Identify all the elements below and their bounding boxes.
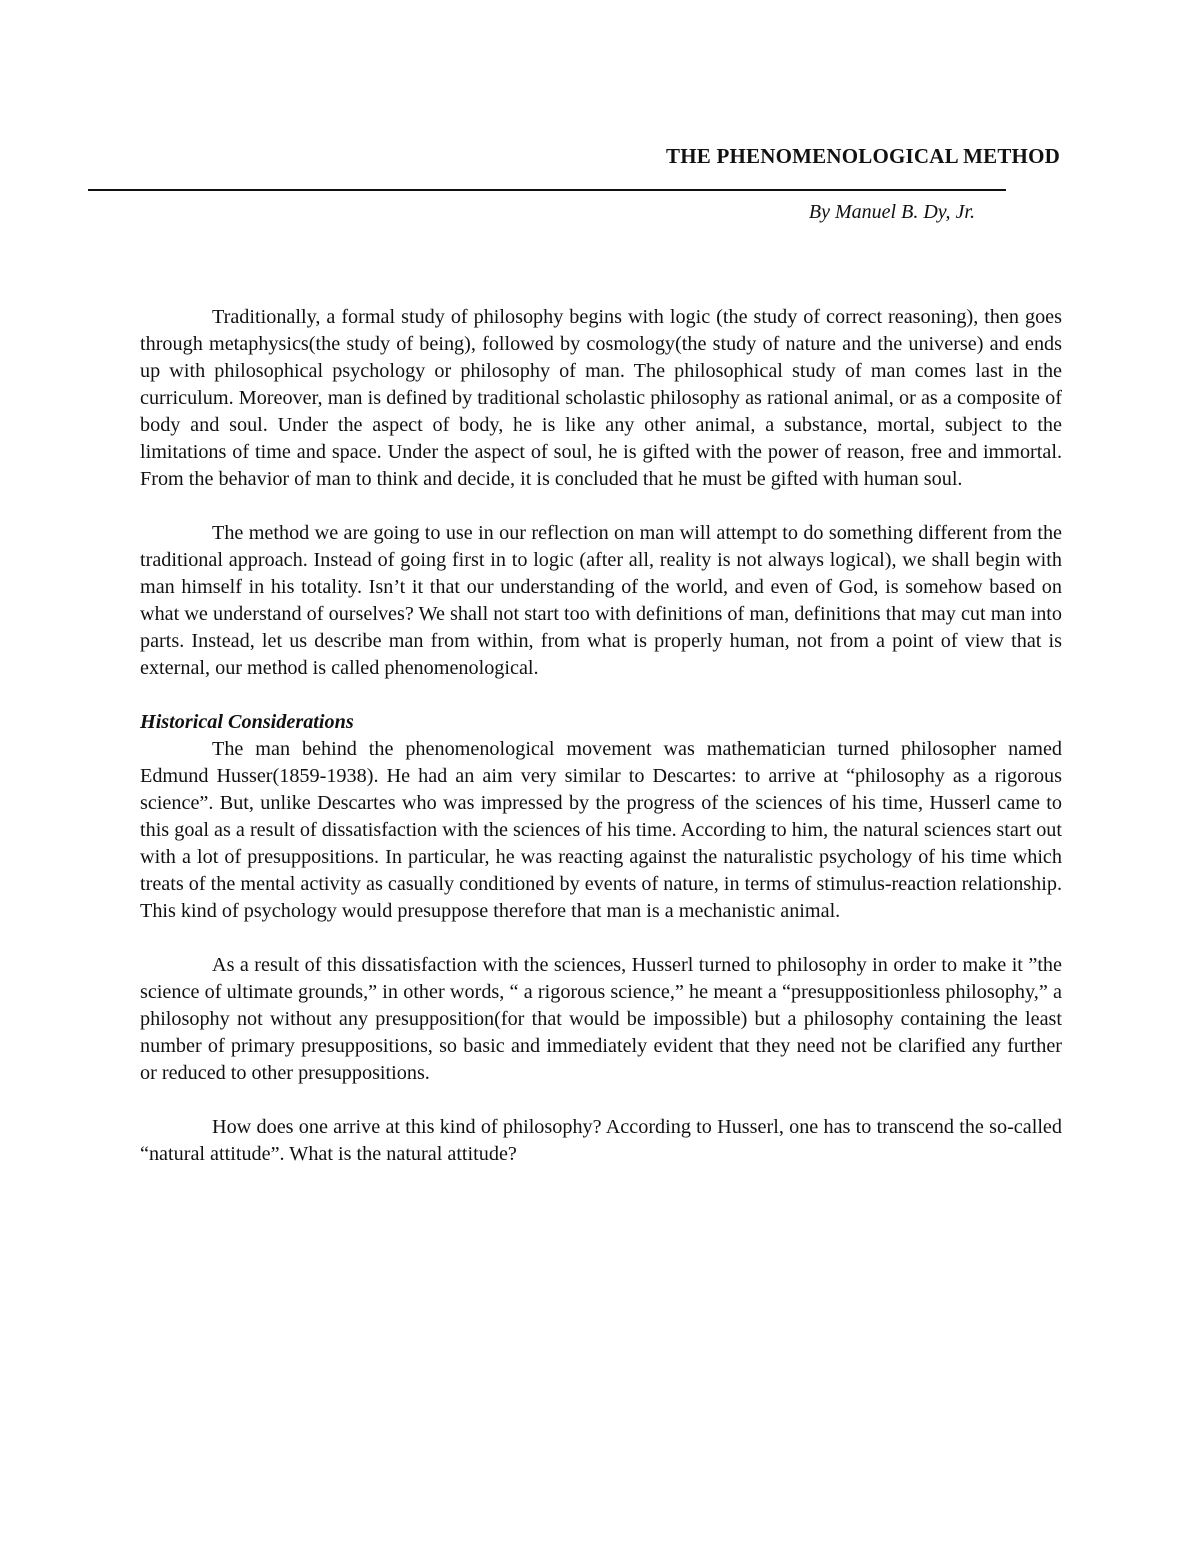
- author-byline: By Manuel B. Dy, Jr.: [808, 201, 975, 223]
- document-body: [140, 304, 1062, 1168]
- title-divider: [88, 189, 1006, 191]
- paragraph-natural-attitude: How does one arrive at this kind of philosophy? According to Husserl, one has to transcend the so-called “natural attitude”. What is the natural attitude?: [140, 1116, 1062, 1165]
- section-heading-historical: Historical Considerations: [140, 711, 354, 733]
- paragraph-dissatisfaction: As a result of this dissatisfaction with the sciences, Husserl turned to philosophy in order to make it ”the science of ultimate grounds,” in other words, “ a rigorous science,” he meant a “presuppositionless philosophy,” a philosophy not without any presupposition(for that would be impossible) but a philosophy containing the least number of primary presuppositions, so basic and immediately evident that they need not be clarified any further or reduced to other presuppositions.: [140, 954, 1062, 1084]
- paragraph-method: The method we are going to use in our reflection on man will attempt to do something different from the traditional approach. Instead of going first in to logic (after all, reality is not always logical), we shall begin with man himself in his totality. Isn’t it that our understanding of the world, and even of God, is somehow based on what we understand of ourselves? We shall not start too with definitions of man, definitions that may cut man into parts. Instead, let us describe man from within, from what is properly human, not from a point of view that is external, our method is called phenomenological.: [140, 522, 1062, 679]
- document-title: THE PHENOMENOLOGICAL METHOD: [666, 144, 1060, 168]
- paragraph-traditional-study: Traditionally, a formal study of philosophy begins with logic (the study of correct reasoning), then goes through metaphysics(the study of being), followed by cosmology(the study of nature and the universe) and ends up with philosophical psychology or philosophy of man. The philosophical study of man comes last in the curriculum. Moreover, man is defined by traditional scholastic philosophy as rational animal, or as a composite of body and soul. Under the aspect of body, he is like any other animal, a substance, mortal, subject to the limitations of time and space. Under the aspect of soul, he is gifted with the power of reason, free and immortal. From the behavior of man to think and decide, it is concluded that he must be gifted with human soul.: [140, 306, 1062, 490]
- paragraph-husserl-aim: The man behind the phenomenological movement was mathematician turned philosopher named Edmund Husser(1859-1938). He had an aim very similar to Descartes: to arrive at “philosophy as a rigorous science”. But, unlike Descartes who was impressed by the progress of the sciences of his time, Husserl came to this goal as a result of dissatisfaction with the sciences of his time. According to him, the natural sciences start out with a lot of presuppositions. In particular, he was reacting against the naturalistic psychology of his time which treats of the mental activity as casually conditioned by events of nature, in terms of stimulus-reaction relationship. This kind of psychology would presuppose therefore that man is a mechanistic animal.: [140, 738, 1062, 922]
